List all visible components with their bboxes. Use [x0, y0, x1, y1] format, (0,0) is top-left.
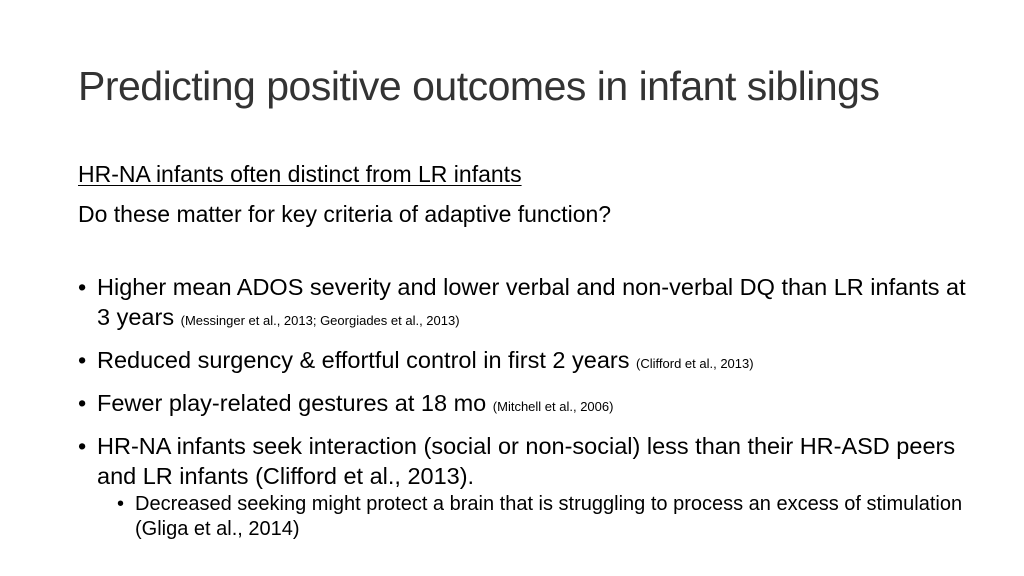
sub-bullet-item: • Decreased seeking might protect a brain that is struggling to process an excess of stimulation (Gliga et al., 2014): [117, 492, 978, 542]
bullet-text: Reduced surgency & effortful control in first 2 years: [97, 347, 630, 373]
question-text: Do these matter for key criteria of adaptive function?: [78, 201, 612, 227]
bullet-text: Fewer play-related gestures at 18 mo: [97, 390, 487, 416]
bullet-text: Higher mean ADOS severity and lower verbal and non-verbal DQ than LR infants at 3 years: [97, 274, 966, 330]
bullet-item: [78, 272, 978, 336]
bullet-item: [78, 431, 978, 542]
bullet-text: HR-NA infants seek interaction (social or non-social) less than their HR-ASD peers and LR infants (Clifford et al., 2013).: [97, 433, 956, 489]
intro-block: [78, 154, 958, 234]
bullet-list: [78, 272, 978, 551]
sub-bullet-list: [97, 492, 978, 542]
bullet-citation: (Messinger et al., 2013; Georgiades et al., 2013): [180, 313, 460, 328]
bullet-item: [78, 388, 978, 422]
bullet-item: [78, 345, 978, 379]
bullet-citation: (Clifford et al., 2013): [636, 356, 754, 371]
bullet-citation: (Mitchell et al., 2006): [492, 399, 614, 414]
subheading: HR-NA infants often distinct from LR infants: [78, 161, 522, 187]
slide-title: Predicting positive outcomes in infant siblings: [78, 63, 880, 109]
